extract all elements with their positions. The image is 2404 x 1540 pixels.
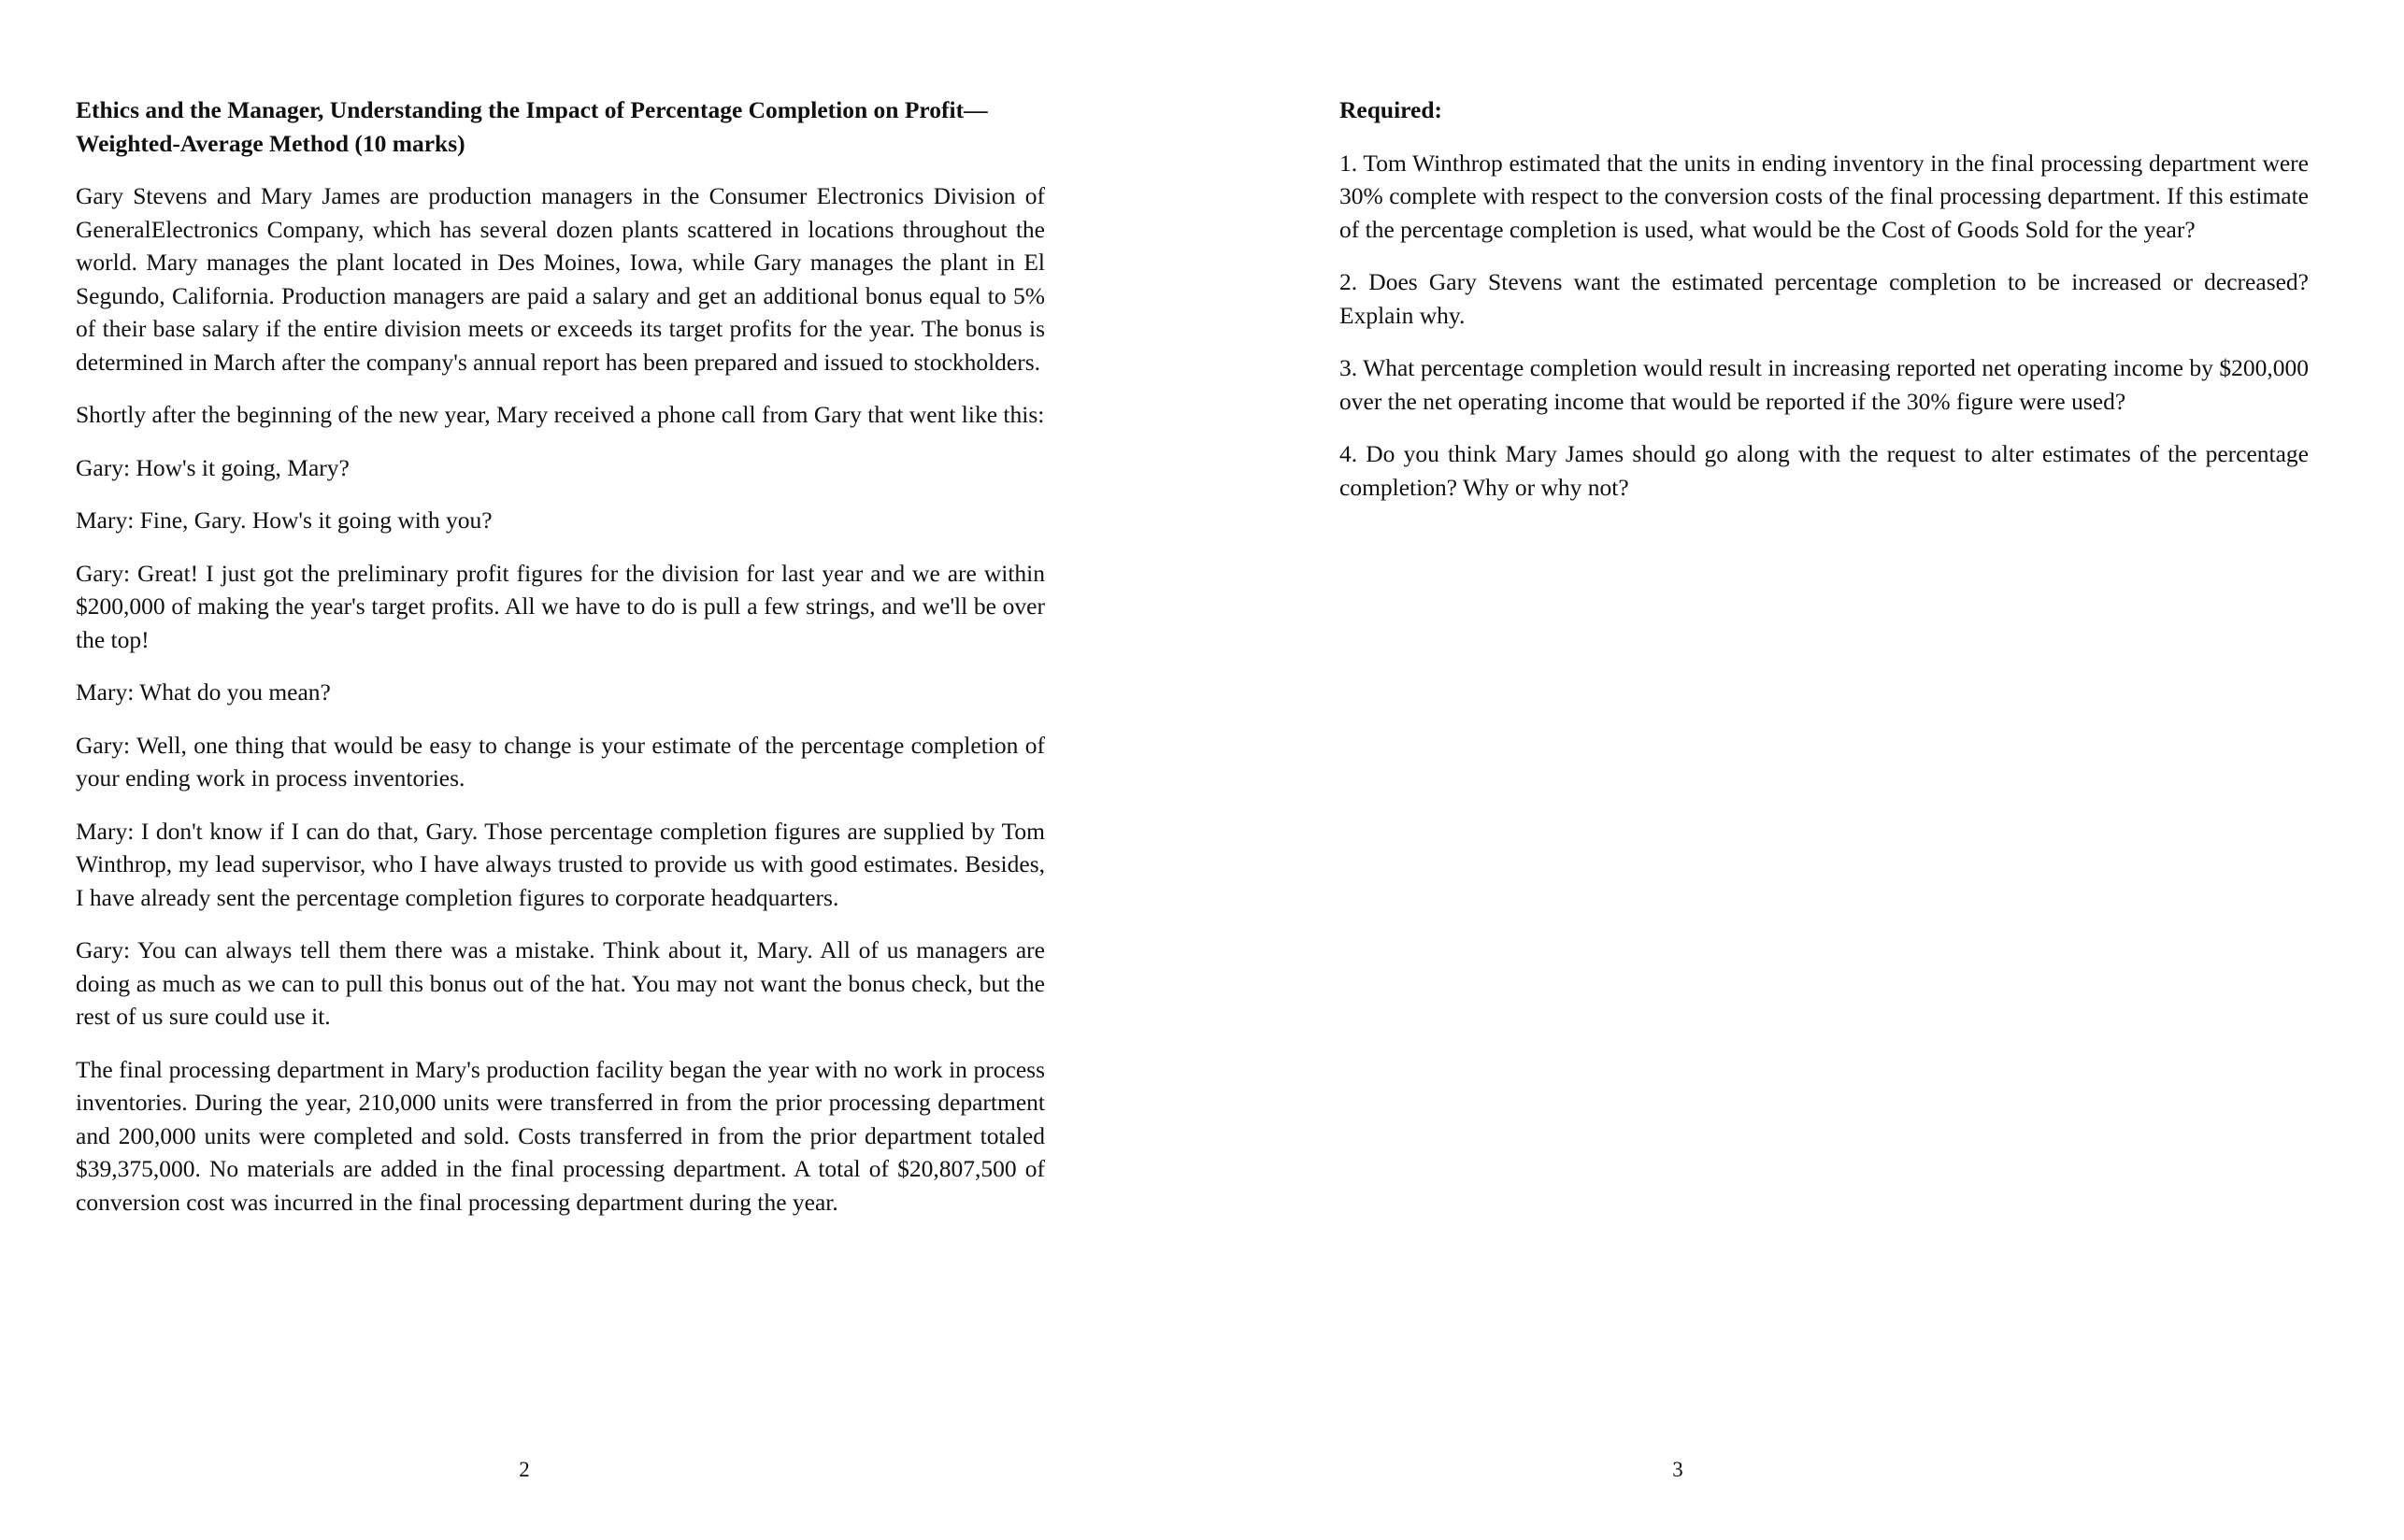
required-heading: Required: xyxy=(1339,96,1443,123)
page-number: 2 xyxy=(519,1458,530,1481)
page-number: 3 xyxy=(1672,1458,1683,1481)
dialogue-line: Gary: You can always tell them there was a mistake. Think about it, Mary. All of us managers are doing as much as we can to pull this bonus out of the hat. You may not want the bonus check, but the rest of us sure could use it. xyxy=(76,936,1045,1030)
question-2: 2. Does Gary Stevens want the estimated percentage completion to be increased or decreased? Explain why. xyxy=(1339,268,2309,329)
page-right xyxy=(1202,0,2404,1540)
question-4: 4. Do you think Mary James should go along with the request to alter estimates of the percentage completion? Why or why not? xyxy=(1339,440,2309,501)
dialogue-line: Gary: How's it going, Mary? xyxy=(76,453,350,481)
paragraph-department-data: The final processing department in Mary's production facility began the year with no work in process inventories. During the year, 210,000 units were transferred in from the prior processing department and 200,000 units were completed and sold. Costs transferred in from the prior department totaled $39,375,000. No materials are added in the final processing department. A total of $20,807,500 of conversion cost was incurred in the final processing department during the year. xyxy=(76,1055,1045,1216)
paragraph-intro: Gary Stevens and Mary James are production managers in the Consumer Electronics Division of GeneralElectronics Company, which has several dozen plants scattered in locations throughout the world. Mary manages the plant located in Des Moines, Iowa, while Gary manages the plant in El Segundo, California. Production managers are paid a salary and get an additional bonus equal to 5% of their base salary if the entire division meets or exceeds its target profits for the year. The bonus is determined in March after the company's annual report has been prepared and issued to stockholders. xyxy=(76,182,1045,376)
dialogue-line: Mary: Fine, Gary. How's it going with you? xyxy=(76,506,493,534)
dialogue-line: Gary: Great! I just got the preliminary profit figures for the division for last year and we are within $200,000 of making the year's target profits. All we have to do is pull a few strings, and we'll be over the top! xyxy=(76,559,1045,653)
question-1: 1. Tom Winthrop estimated that the units in ending inventory in the final processing department were 30% complete with respect to the conversion costs of the final processing department. If this estimate of the percentage completion is used, what would be the Cost of Goods Sold for the year? xyxy=(1339,149,2309,243)
left-page-content xyxy=(76,93,1045,1238)
paragraph-phone-call: Shortly after the beginning of the new year, Mary received a phone call from Gary that went like this: xyxy=(76,401,1045,428)
problem-title: Ethics and the Manager, Understanding the Impact of Percentage Completion on Profit—Weighted-Average Method (10 marks) xyxy=(76,96,988,157)
question-3: 3. What percentage completion would result in increasing reported net operating income by $200,000 over the net operating income that would be reported if the 30% figure were used? xyxy=(1339,354,2309,415)
dialogue-line: Mary: I don't know if I can do that, Gary. Those percentage completion figures are supplied by Tom Winthrop, my lead supervisor, who I have always trusted to provide us with good estimates. Besides, I have already sent the percentage completion figures to corporate headquarters. xyxy=(76,817,1045,911)
dialogue-line: Gary: Well, one thing that would be easy to change is your estimate of the percentage completion of your ending work in process inventories. xyxy=(76,731,1045,791)
dialogue-line: Mary: What do you mean? xyxy=(76,678,331,706)
right-page-content xyxy=(1339,93,2309,523)
